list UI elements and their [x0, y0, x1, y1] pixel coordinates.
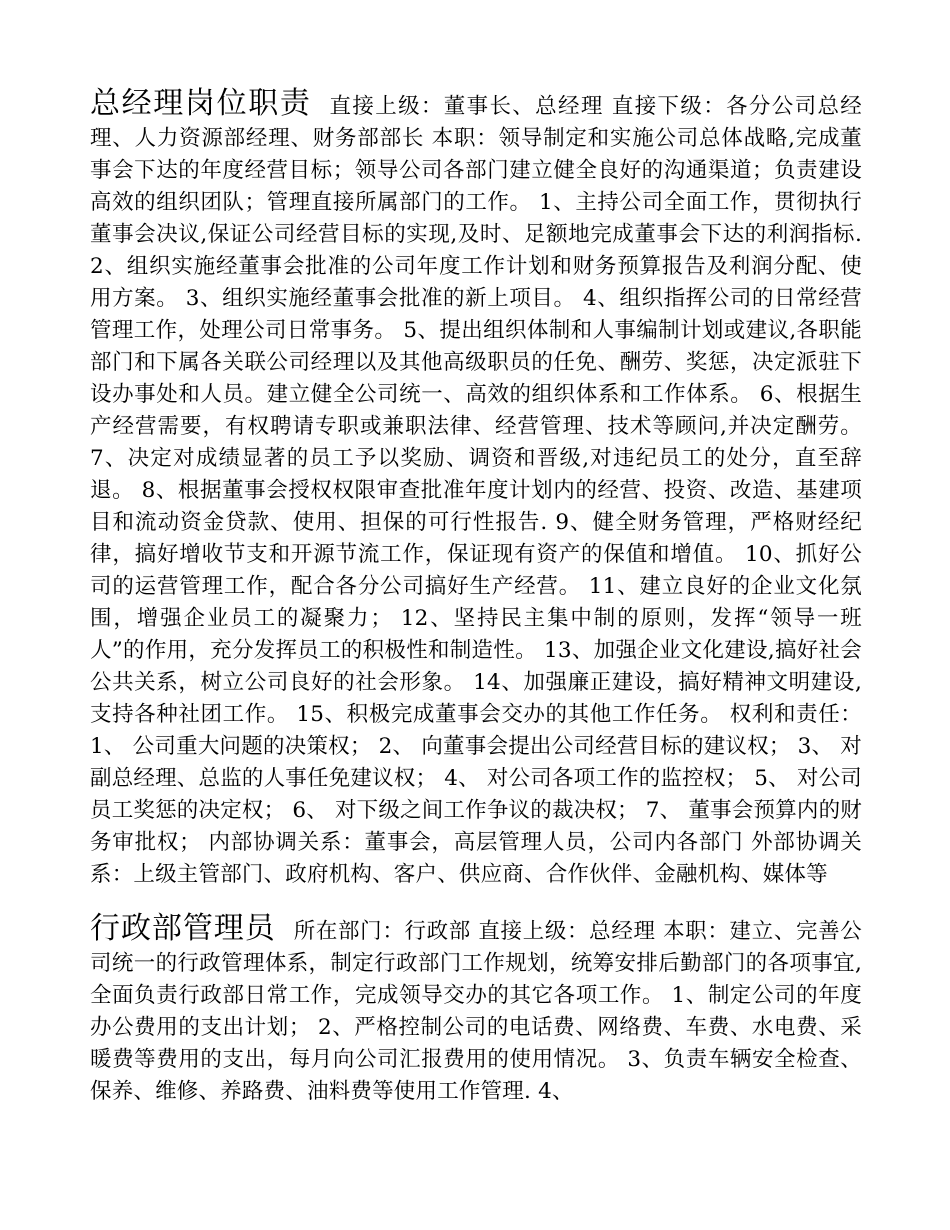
section-heading: 总经理岗位职责 [90, 86, 312, 121]
section-body: 所在部门：行政部 直接上级：总经理 本职：建立、完善公司统一的行政管理体系，制定行政部门工作规划，统筹安排后勤部门的各项事宜,全面负责行政部日常工作，完成领导交办的其它各项工作。 1、制定公司的年度办公费用的支出计划； 2、严格控制公司的电话费、网络费、车费、水电费、采暖费等费用的支出，每月向公司汇报费用的使用情况。 3、负责车辆安全检查、保养、维修、养路费、油料费等使用工作管理. 4、 [90, 919, 863, 1104]
section-body: 直接上级：董事长、总经理 直接下级：各分公司总经理、人力资源部经理、财务部部长 本职：领导制定和实施公司总体战略,完成董事会下达的年度经营目标；领导公司各部门建立健全良好的沟通渠道；负责建设高效的组织团队；管理直接所属部门的工作。 1、主持公司全面工作，贯彻执行董事会决议,保证公司经营目标的实现,及时、足额地完成董事会下达的利润指标. 2、组织实施经董事会批准的公司年度工作计划和财务预算报告及利润分配、使用方案。 3、组织实施经董事会批准的新上项目。 4、组织指挥公司的日常经营管理工作，处理公司日常事务。 5、提出组织体制和人事编制计划或建议,各职能部门和下属各关联公司经理以及其他高级职员的任免、酬劳、奖惩，决定派驻下设办事处和人员。建立健全公司统一、高效的组织体系和工作体系。 6、根据生产经营需要，有权聘请专职或兼职法律、经营管理、技术等顾问,并决定酬劳。 7、决定对成绩显著的员工予以奖励、调资和晋级,对违纪员工的处分，直至辞退。 8、根据董事会授权权限审查批准年度计划内的经营、投资、改造、基建项目和流动资金贷款、使用、担保的可行性报告. 9、健全财务管理，严格财经纪律，搞好增收节支和开源节流工作，保证现有资产的保值和增值。 10、抓好公司的运营管理工作，配合各分公司搞好生产经营。 11、建立良好的企业文化氛围，增强企业员工的凝聚力； 12、坚持民主集中制的原则，发挥“领导一班人”的作用，充分发挥员工的积极性和制造性。 13、加强企业文化建设,搞好社会公共关系，树立公司良好的社会形象。 14、加强廉正建设，搞好精神文明建设,支持各种社团工作。 15、积极完成董事会交办的其他工作任务。 权利和责任： 1、 公司重大问题的决策权； 2、 向董事会提出公司经营目标的建议权； 3、 对副总经理、总监的人事任免建议权； 4、 对公司各项工作的监控权； 5、 对公司员工奖惩的决定权； 6、 对下级之间工作争议的裁决权； 7、 董事会预算内的财务审批权； 内部协调关系：董事会，高层管理人员，公司内各部门 外部协调关系：上级主管部门、政府机构、客户、供应商、合作伙伴、金融机构、媒体等 [90, 94, 863, 887]
section-general-manager [90, 88, 862, 891]
section-admin-manager [90, 913, 862, 1108]
section-heading: 行政部管理员 [90, 911, 276, 946]
